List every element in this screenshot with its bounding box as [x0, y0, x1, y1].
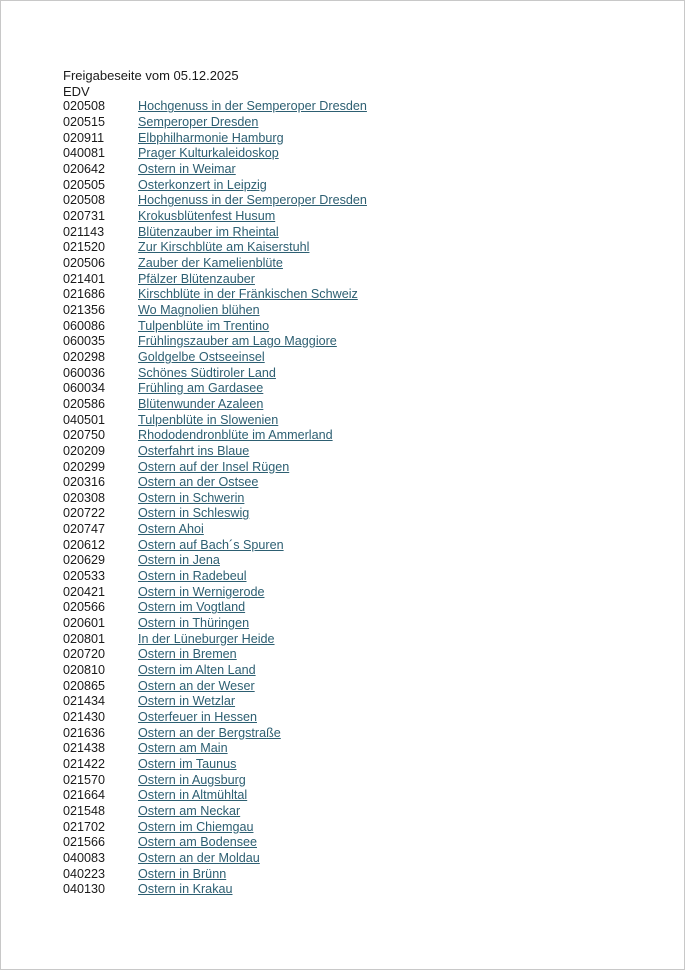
- edv-code: 020865: [63, 678, 106, 693]
- edv-code: 060034: [63, 381, 106, 396]
- edv-code: 021570: [63, 772, 106, 787]
- tour-link[interactable]: Semperoper Dresden: [138, 115, 259, 130]
- page-title: Freigabeseite vom 05.12.2025: [63, 68, 239, 83]
- list-item: [63, 303, 664, 319]
- tour-link[interactable]: Zauber der Kamelienblüte: [138, 255, 283, 270]
- edv-code: 020747: [63, 522, 106, 537]
- list-item: [63, 99, 664, 115]
- edv-code: 020722: [63, 506, 106, 521]
- list-item: [63, 319, 664, 335]
- tour-link[interactable]: Krokusblütenfest Husum: [138, 209, 276, 223]
- edv-code: 021422: [63, 756, 106, 771]
- edv-code: 020209: [63, 443, 106, 458]
- tour-link[interactable]: Ostern in Wetzlar: [138, 694, 236, 709]
- tour-link[interactable]: Osterfahrt ins Blaue: [138, 443, 250, 458]
- list-item: [63, 115, 664, 131]
- edv-code: 021143: [63, 224, 105, 239]
- tour-link[interactable]: Zur Kirschblüte am Kaiserstuhl: [138, 240, 310, 255]
- tour-link[interactable]: Wo Magnolien blühen: [138, 302, 260, 317]
- list-item: [63, 178, 664, 194]
- tour-link[interactable]: Ostern auf der Insel Rügen: [138, 459, 290, 474]
- tour-link[interactable]: Ostern in Schleswig: [138, 506, 250, 521]
- tour-link[interactable]: Ostern in Bremen: [138, 647, 237, 662]
- tour-link[interactable]: Tulpenblüte im Trentino: [138, 318, 270, 333]
- tour-list: [63, 99, 664, 897]
- edv-code: 020566: [63, 600, 106, 615]
- edv-code: 040083: [63, 850, 106, 865]
- edv-code: 020298: [63, 349, 106, 364]
- edv-code: 020601: [63, 616, 106, 631]
- tour-link[interactable]: Blütenzauber im Rheintal: [138, 224, 279, 239]
- tour-link[interactable]: Ostern im Alten Land: [138, 663, 256, 678]
- list-item: [63, 146, 664, 162]
- edv-code: 020508: [63, 193, 106, 208]
- list-item: [63, 804, 664, 820]
- tour-link[interactable]: Osterfeuer in Hessen: [138, 710, 257, 724]
- edv-code: 021548: [63, 803, 106, 818]
- tour-link[interactable]: Hochgenuss in der Semperoper Dresden: [138, 193, 367, 208]
- tour-link[interactable]: Ostern in Brünn: [138, 866, 227, 881]
- list-item: [63, 741, 664, 757]
- list-item: [63, 334, 664, 350]
- list-item: [63, 287, 664, 303]
- edv-code: 040501: [63, 412, 106, 427]
- edv-code: 020750: [63, 428, 106, 443]
- list-item: [63, 710, 664, 726]
- tour-link[interactable]: Blütenwunder Azaleen: [138, 396, 264, 411]
- edv-code: 020642: [63, 162, 106, 177]
- edv-code: 020299: [63, 459, 106, 474]
- tour-link[interactable]: Ostern in Wernigerode: [138, 584, 265, 599]
- edv-code: 021520: [63, 240, 106, 255]
- tour-link[interactable]: Ostern Ahoi: [138, 522, 204, 537]
- tour-link[interactable]: Ostern in Augsburg: [138, 772, 246, 787]
- list-item: [63, 366, 664, 382]
- list-item: [63, 867, 664, 883]
- list-item: [63, 397, 664, 413]
- edv-code: 020515: [63, 115, 106, 130]
- edv-code: 020612: [63, 537, 106, 552]
- tour-link[interactable]: Ostern in Weimar: [138, 162, 236, 177]
- tour-link[interactable]: Ostern am Neckar: [138, 803, 241, 818]
- edv-code: 020505: [63, 177, 106, 192]
- tour-link[interactable]: Rhododendronblüte im Ammerland: [138, 428, 333, 443]
- edv-code: 060036: [63, 365, 106, 380]
- tour-link[interactable]: Osterkonzert in Leipzig: [138, 177, 267, 192]
- tour-link[interactable]: Ostern in Altmühltal: [138, 788, 248, 803]
- edv-code: 020506: [63, 255, 106, 270]
- tour-link[interactable]: Elbphilharmonie Hamburg: [138, 130, 284, 145]
- list-item: [63, 162, 664, 178]
- list-item: [63, 663, 664, 679]
- edv-code: 020586: [63, 396, 106, 411]
- list-item: [63, 538, 664, 554]
- list-item: [63, 240, 664, 256]
- list-item: [63, 460, 664, 476]
- edv-code: 020731: [63, 209, 106, 223]
- list-item: [63, 647, 664, 663]
- edv-code: 060035: [63, 334, 106, 349]
- tour-link[interactable]: Ostern im Vogtland: [138, 600, 246, 615]
- edv-code: 021434: [63, 694, 106, 709]
- tour-link[interactable]: Ostern in Krakau: [138, 882, 233, 897]
- tour-link[interactable]: Ostern im Chiemgau: [138, 819, 254, 834]
- edv-code: 060086: [63, 318, 106, 333]
- tour-link[interactable]: Hochgenuss in der Semperoper Dresden: [138, 99, 367, 114]
- list-item: [63, 851, 664, 867]
- tour-link[interactable]: Ostern am Main: [138, 741, 228, 756]
- tour-link[interactable]: Frühling am Gardasee: [138, 381, 264, 396]
- tour-link[interactable]: Ostern am Bodensee: [138, 835, 258, 850]
- edv-code: 021401: [63, 271, 106, 286]
- list-item: [63, 475, 664, 491]
- list-item: [63, 444, 664, 460]
- list-item: [63, 506, 664, 522]
- list-item: [63, 225, 664, 241]
- list-item: [63, 491, 664, 507]
- tour-link[interactable]: Ostern an der Moldau: [138, 850, 260, 865]
- list-item: [63, 835, 664, 851]
- list-item: [63, 820, 664, 836]
- edv-code: 021430: [63, 710, 106, 724]
- list-item: [63, 381, 664, 397]
- tour-link[interactable]: Goldgelbe Ostseeinsel: [138, 349, 265, 364]
- list-item: [63, 413, 664, 429]
- edv-code: 020720: [63, 647, 106, 662]
- tour-link[interactable]: Pfälzer Blütenzauber: [138, 271, 255, 286]
- tour-link[interactable]: Ostern in Radebeul: [138, 569, 247, 584]
- edv-code: 020421: [63, 584, 106, 599]
- list-item: [63, 632, 664, 648]
- tour-link[interactable]: Ostern an der Ostsee: [138, 475, 259, 490]
- list-item: [63, 788, 664, 804]
- tour-link[interactable]: Prager Kulturkaleidoskop: [138, 146, 279, 161]
- edv-code: 020508: [63, 99, 106, 114]
- edv-code: 021566: [63, 835, 106, 850]
- tour-link[interactable]: Ostern im Taunus: [138, 756, 237, 771]
- list-item: [63, 726, 664, 742]
- tour-link[interactable]: Schönes Südtiroler Land: [138, 365, 276, 380]
- edv-code: 021686: [63, 287, 106, 302]
- list-item: [63, 209, 664, 225]
- tour-link[interactable]: Ostern in Schwerin: [138, 490, 245, 505]
- list-item: [63, 256, 664, 272]
- tour-link[interactable]: In der Lüneburger Heide: [138, 631, 275, 646]
- page-content: [63, 68, 664, 898]
- list-item: [63, 600, 664, 616]
- edv-code: 020810: [63, 663, 106, 678]
- column-label: EDV: [63, 83, 90, 99]
- list-item: [63, 616, 664, 632]
- tour-link[interactable]: Ostern an der Bergstraße: [138, 725, 281, 740]
- list-item: [63, 679, 664, 695]
- list-item: [63, 428, 664, 444]
- edv-code: 021636: [63, 725, 106, 740]
- list-item: [63, 773, 664, 789]
- list-item: [63, 131, 664, 147]
- edv-code: 021438: [63, 741, 106, 756]
- tour-link[interactable]: Ostern in Thüringen: [138, 616, 250, 631]
- list-item: [63, 694, 664, 710]
- tour-link[interactable]: Frühlingszauber am Lago Maggiore: [138, 334, 337, 349]
- edv-code: 020316: [63, 475, 106, 490]
- edv-code: 021664: [63, 788, 106, 803]
- list-item: [63, 569, 664, 585]
- list-item: [63, 272, 664, 288]
- list-item: [63, 350, 664, 366]
- edv-code: 020629: [63, 553, 106, 568]
- tour-link[interactable]: Kirschblüte in der Fränkischen Schweiz: [138, 287, 358, 302]
- list-item: [63, 757, 664, 773]
- list-item: [63, 553, 664, 569]
- list-item: [63, 882, 664, 898]
- list-item: [63, 522, 664, 538]
- edv-code: 040130: [63, 882, 106, 897]
- edv-code: 020801: [63, 631, 106, 646]
- tour-link[interactable]: Tulpenblüte in Slowenien: [138, 412, 279, 427]
- tour-link[interactable]: Ostern auf Bach´s Spuren: [138, 537, 284, 552]
- edv-code: 021356: [63, 302, 106, 317]
- list-item: [63, 193, 664, 209]
- edv-code: 040223: [63, 866, 106, 881]
- edv-code: 020911: [63, 130, 105, 145]
- edv-code: 021702: [63, 819, 106, 834]
- list-item: [63, 585, 664, 601]
- tour-link[interactable]: Ostern an der Weser: [138, 678, 255, 693]
- tour-link[interactable]: Ostern in Jena: [138, 553, 220, 568]
- edv-code: 020308: [63, 490, 106, 505]
- edv-code: 040081: [63, 146, 106, 161]
- edv-code: 020533: [63, 569, 106, 584]
